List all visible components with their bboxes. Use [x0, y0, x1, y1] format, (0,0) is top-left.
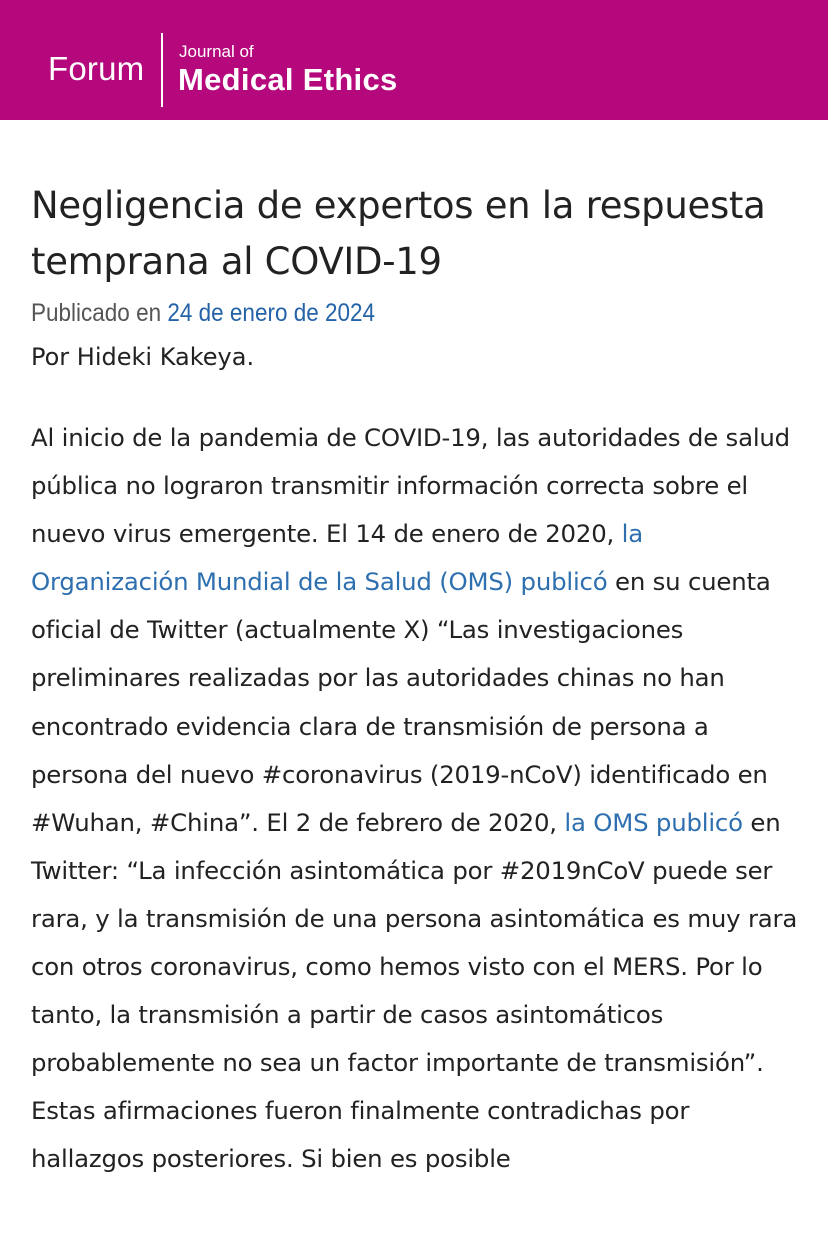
- published-line: [31, 296, 724, 330]
- logo-divider: [161, 33, 163, 107]
- published-date-link[interactable]: 24 de enero de 2024: [167, 299, 376, 327]
- site-header: [0, 0, 828, 120]
- paragraph-text-2: en su cuenta oficial de Twitter (actualmente X) “Las investigaciones preliminares realizadas por las autoridades chinas no han encontrado evidencia clara de transmisión de persona a persona del nuevo #coronavirus (2019-nCoV) identificado en #Wuhan, #China”. El 2 de febrero de 2020,: [31, 567, 771, 837]
- article-title: Negligencia de expertos en la respuesta temprana al COVID-19: [31, 184, 766, 283]
- article-paragraph: [31, 414, 801, 1184]
- who-publication-link[interactable]: la Organización Mundial de la Salud (OMS) publicó: [31, 519, 643, 597]
- article-author: Por Hideki Kakeya.: [31, 343, 255, 371]
- who-second-publication-link[interactable]: la OMS publicó: [564, 807, 743, 837]
- article: [31, 178, 801, 1208]
- logo-medical-ethics-text[interactable]: Medical Ethics: [178, 62, 398, 97]
- published-prefix: Publicado en: [31, 299, 162, 327]
- logo-journal-of-text[interactable]: Journal of: [179, 42, 254, 61]
- logo-forum-text[interactable]: Forum: [48, 50, 145, 87]
- paragraph-text-3: en Twitter: “La infección asintomática por #2019nCoV puede ser rara, y la transmisión de una persona asintomática es muy rara con otros coronavirus, como hemos visto con el MERS. Por lo tanto, la transmisión a partir de casos asintomáticos probablemente no sea un factor importante de transmisión”. Estas afirmaciones fueron finalmente contradichas por hallazgos posteriores. Si bien es posible: [31, 807, 798, 1174]
- paragraph-text-1: Al inicio de la pandemia de COVID-19, las autoridades de salud pública no lograron transmitir información correcta sobre el nuevo virus emergente. El 14 de enero de 2020,: [31, 423, 790, 549]
